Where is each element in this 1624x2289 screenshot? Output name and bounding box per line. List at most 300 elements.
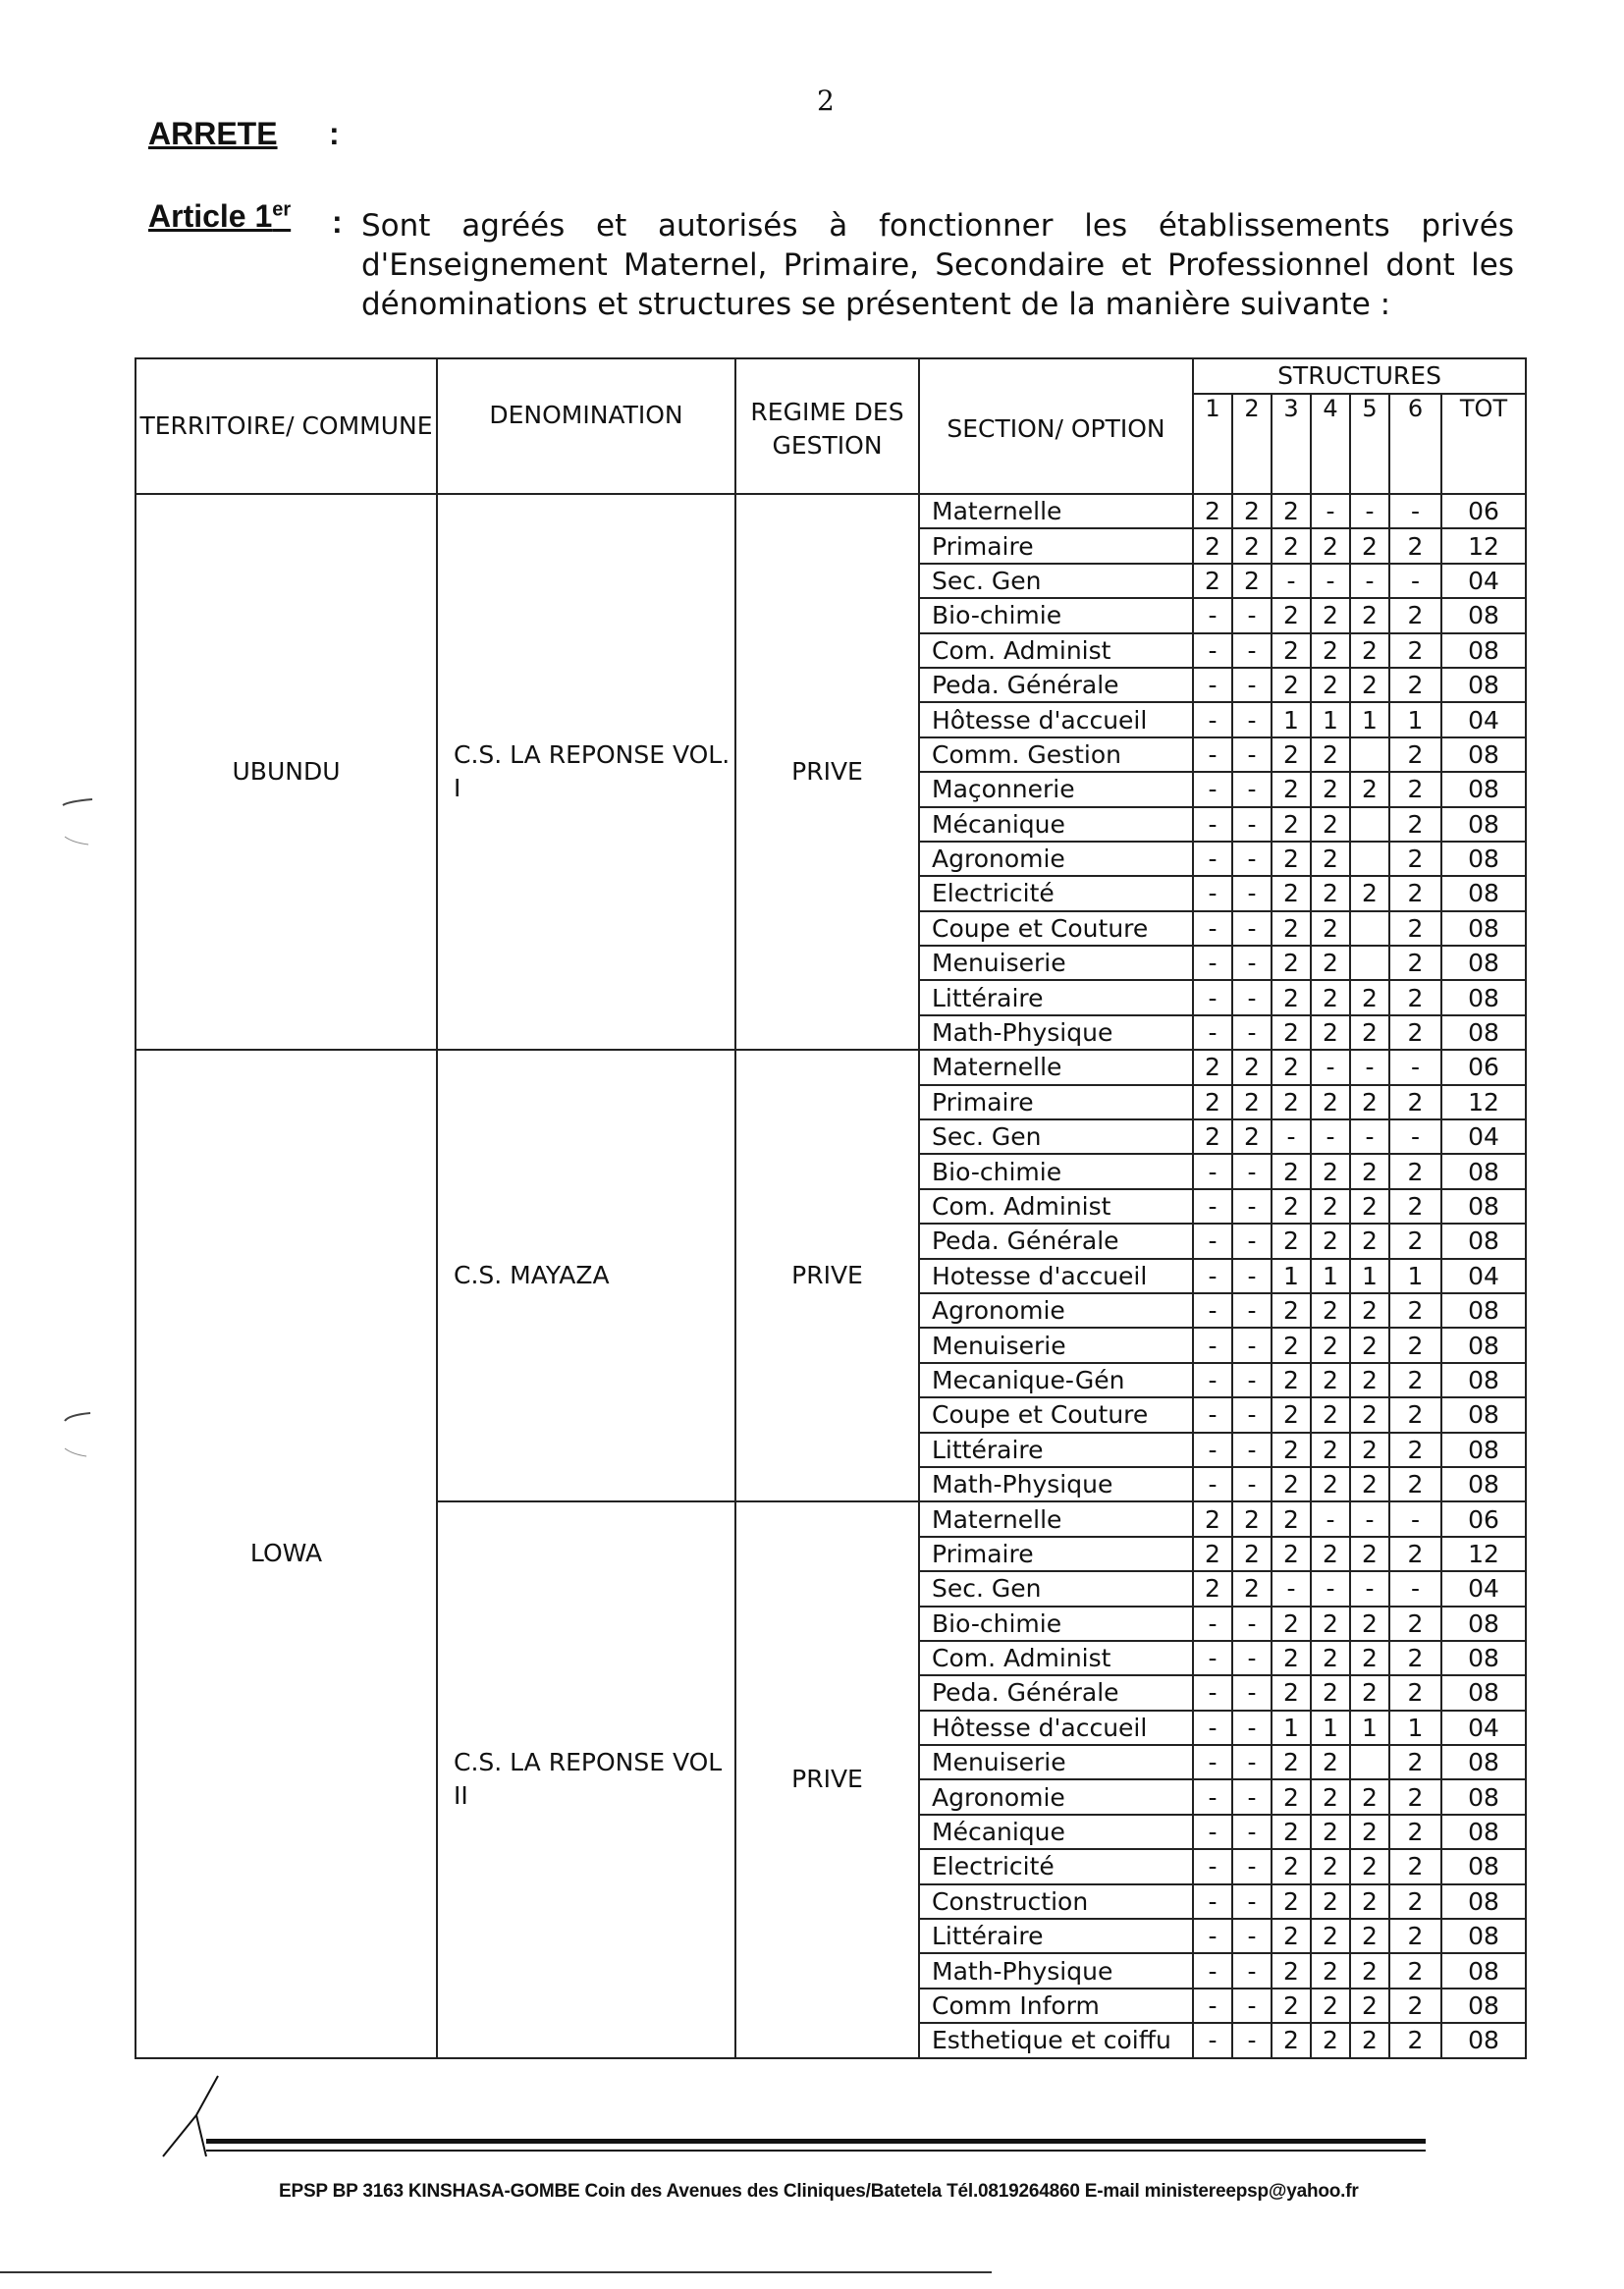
structure-3-cell: 2	[1272, 1641, 1311, 1675]
option-cell: Peda. Générale	[919, 1224, 1193, 1258]
option-cell: Mécanique	[919, 1815, 1193, 1849]
structure-6-cell: 2	[1389, 2023, 1441, 2057]
structure-3-cell: 2	[1272, 633, 1311, 668]
territoire-cell: UBUNDU	[135, 494, 437, 1050]
structure-2-cell: -	[1232, 1745, 1272, 1779]
structure-2-cell: 2	[1232, 1050, 1272, 1084]
structure-2-cell: -	[1232, 980, 1272, 1014]
structure-4-cell: 2	[1311, 1884, 1350, 1919]
option-cell: Comm Inform	[919, 1989, 1193, 2023]
structure-4-cell: 2	[1311, 1989, 1350, 2023]
structure-2-cell: -	[1232, 1641, 1272, 1675]
structure-5-cell: 2	[1350, 1641, 1389, 1675]
structure-4-cell: -	[1311, 1050, 1350, 1084]
option-cell: Bio-chimie	[919, 1607, 1193, 1641]
structure-1-cell: -	[1193, 1363, 1232, 1397]
structure-1-cell: -	[1193, 1259, 1232, 1293]
structure-3-cell: 2	[1272, 1607, 1311, 1641]
denomination-cell: C.S. LA REPONSE VOL II	[437, 1501, 735, 2057]
structure-2-cell: -	[1232, 1989, 1272, 2023]
structure-5-cell: 2	[1350, 1397, 1389, 1432]
structure-3-cell: 2	[1272, 946, 1311, 980]
structure-6-cell: -	[1389, 1571, 1441, 1606]
structure-2-cell: -	[1232, 1467, 1272, 1501]
option-cell: Primaire	[919, 1537, 1193, 1571]
structure-3-cell: 2	[1272, 1989, 1311, 2023]
structure-1-cell: -	[1193, 1779, 1232, 1814]
tot-cell: 08	[1441, 1884, 1526, 1919]
structure-2-cell: -	[1232, 598, 1272, 632]
structure-2-cell: -	[1232, 1363, 1272, 1397]
structure-2-cell: 2	[1232, 1119, 1272, 1154]
structure-3-cell: -	[1272, 564, 1311, 598]
option-cell: Peda. Générale	[919, 1675, 1193, 1710]
structure-5-cell	[1350, 807, 1389, 842]
structure-4-cell: 1	[1311, 702, 1350, 736]
structure-1-cell: 2	[1193, 1501, 1232, 1536]
structure-5-cell	[1350, 737, 1389, 772]
header-regime: REGIME DES GESTION	[735, 358, 919, 494]
structure-5-cell: 2	[1350, 980, 1389, 1014]
structure-2-cell: 2	[1232, 494, 1272, 528]
option-cell: Menuiserie	[919, 946, 1193, 980]
structure-3-cell: 2	[1272, 911, 1311, 946]
structure-4-cell: -	[1311, 564, 1350, 598]
article-colon: :	[332, 204, 343, 240]
structure-3-cell: 2	[1272, 1050, 1311, 1084]
punch-hole-mark-top	[57, 786, 96, 854]
structure-4-cell: 2	[1311, 1189, 1350, 1224]
header-structure-5: 5	[1350, 394, 1389, 494]
structure-6-cell: 2	[1389, 1641, 1441, 1675]
structure-4-cell: 2	[1311, 1779, 1350, 1814]
structure-1-cell: -	[1193, 1884, 1232, 1919]
structure-4-cell: 2	[1311, 1919, 1350, 1953]
structure-3-cell: 2	[1272, 1501, 1311, 1536]
option-cell: Menuiserie	[919, 1328, 1193, 1362]
structure-1-cell: -	[1193, 842, 1232, 876]
structure-3-cell: -	[1272, 1119, 1311, 1154]
structure-4-cell: 2	[1311, 807, 1350, 842]
structure-3-cell: 2	[1272, 842, 1311, 876]
structure-1-cell: -	[1193, 1189, 1232, 1224]
structure-1-cell: 2	[1193, 528, 1232, 563]
structure-1-cell: -	[1193, 980, 1232, 1014]
tot-cell: 08	[1441, 1293, 1526, 1328]
option-cell: Math-Physique	[919, 1015, 1193, 1050]
structure-3-cell: 2	[1272, 772, 1311, 806]
structure-1-cell: -	[1193, 1641, 1232, 1675]
option-cell: Coupe et Couture	[919, 911, 1193, 946]
header-structure-3: 3	[1272, 394, 1311, 494]
option-cell: Mecanique-Gén	[919, 1363, 1193, 1397]
structure-3-cell: 2	[1272, 1224, 1311, 1258]
option-cell: Agronomie	[919, 1293, 1193, 1328]
structure-2-cell: -	[1232, 876, 1272, 910]
table-row	[135, 494, 1526, 528]
structure-5-cell: 2	[1350, 2023, 1389, 2057]
arrete-colon: :	[329, 116, 340, 151]
structure-2-cell: 2	[1232, 1501, 1272, 1536]
structure-5-cell: 2	[1350, 1815, 1389, 1849]
structure-6-cell: 2	[1389, 1675, 1441, 1710]
structure-4-cell: 2	[1311, 980, 1350, 1014]
structure-3-cell: 2	[1272, 1919, 1311, 1953]
structure-4-cell: 2	[1311, 1537, 1350, 1571]
structure-4-cell: 2	[1311, 1433, 1350, 1467]
structure-6-cell: 2	[1389, 1154, 1441, 1188]
structure-4-cell: 2	[1311, 598, 1350, 632]
option-cell: Agronomie	[919, 842, 1193, 876]
structure-5-cell: 2	[1350, 1433, 1389, 1467]
tot-cell: 08	[1441, 1467, 1526, 1501]
option-cell: Com. Administ	[919, 633, 1193, 668]
structure-1-cell: -	[1193, 668, 1232, 702]
structure-6-cell: 2	[1389, 1328, 1441, 1362]
structure-6-cell: -	[1389, 1050, 1441, 1084]
table-body	[135, 494, 1526, 2058]
tot-cell: 08	[1441, 1989, 1526, 2023]
header-structure-1: 1	[1193, 394, 1232, 494]
structure-2-cell: 2	[1232, 1085, 1272, 1119]
structure-6-cell: 2	[1389, 633, 1441, 668]
structure-6-cell: 2	[1389, 528, 1441, 563]
option-cell: Littéraire	[919, 1919, 1193, 1953]
structure-4-cell: 2	[1311, 1154, 1350, 1188]
structure-2-cell: -	[1232, 1224, 1272, 1258]
structure-2-cell: -	[1232, 1293, 1272, 1328]
structure-5-cell	[1350, 842, 1389, 876]
structure-6-cell: 1	[1389, 1259, 1441, 1293]
structure-1-cell: -	[1193, 702, 1232, 736]
structure-6-cell: 2	[1389, 1015, 1441, 1050]
option-cell: Hôtesse d'accueil	[919, 1711, 1193, 1745]
structure-6-cell: 2	[1389, 946, 1441, 980]
structure-5-cell: -	[1350, 494, 1389, 528]
structure-6-cell: 2	[1389, 772, 1441, 806]
structure-3-cell: 2	[1272, 876, 1311, 910]
option-cell: Bio-chimie	[919, 1154, 1193, 1188]
structure-1-cell: -	[1193, 1433, 1232, 1467]
structure-3-cell: 2	[1272, 1815, 1311, 1849]
structure-4-cell: 2	[1311, 1293, 1350, 1328]
option-cell: Sec. Gen	[919, 1571, 1193, 1606]
header-structure-6: 6	[1389, 394, 1441, 494]
structure-1-cell: -	[1193, 772, 1232, 806]
option-cell: Hotesse d'accueil	[919, 1259, 1193, 1293]
tot-cell: 04	[1441, 702, 1526, 736]
structure-3-cell: 2	[1272, 807, 1311, 842]
tot-cell: 08	[1441, 1154, 1526, 1188]
structure-2-cell: -	[1232, 633, 1272, 668]
option-cell: Construction	[919, 1884, 1193, 1919]
structure-3-cell: 2	[1272, 2023, 1311, 2057]
structure-1-cell: -	[1193, 1015, 1232, 1050]
structure-4-cell: 2	[1311, 1675, 1350, 1710]
structure-2-cell: -	[1232, 1711, 1272, 1745]
header-structure-4: 4	[1311, 394, 1350, 494]
structure-1-cell: -	[1193, 807, 1232, 842]
structure-6-cell: 2	[1389, 1919, 1441, 1953]
structure-4-cell: 2	[1311, 1397, 1350, 1432]
structure-1-cell: -	[1193, 1745, 1232, 1779]
header-tot: TOT	[1441, 394, 1526, 494]
structure-5-cell: 2	[1350, 633, 1389, 668]
option-cell: Maternelle	[919, 1050, 1193, 1084]
structure-6-cell: 2	[1389, 980, 1441, 1014]
page-edge-rule	[0, 2271, 992, 2273]
structure-6-cell: 2	[1389, 737, 1441, 772]
structure-6-cell: 2	[1389, 1085, 1441, 1119]
header-structure-2: 2	[1232, 394, 1272, 494]
header-denomination: DENOMINATION	[437, 358, 735, 494]
option-cell: Maternelle	[919, 1501, 1193, 1536]
option-cell: Sec. Gen	[919, 564, 1193, 598]
structure-1-cell: -	[1193, 633, 1232, 668]
option-cell: Primaire	[919, 1085, 1193, 1119]
structure-5-cell: 2	[1350, 1953, 1389, 1988]
structure-2-cell: 2	[1232, 1571, 1272, 1606]
structure-5-cell: 1	[1350, 1711, 1389, 1745]
structure-2-cell: -	[1232, 1189, 1272, 1224]
option-cell: Hôtesse d'accueil	[919, 702, 1193, 736]
structure-6-cell: 2	[1389, 1467, 1441, 1501]
option-cell: Electricité	[919, 1849, 1193, 1883]
option-cell: Maternelle	[919, 494, 1193, 528]
structure-4-cell: 2	[1311, 1085, 1350, 1119]
structure-2-cell: -	[1232, 1675, 1272, 1710]
structure-1-cell: 2	[1193, 1085, 1232, 1119]
option-cell: Agronomie	[919, 1779, 1193, 1814]
tot-cell: 08	[1441, 1607, 1526, 1641]
structure-2-cell: -	[1232, 842, 1272, 876]
option-cell: Menuiserie	[919, 1745, 1193, 1779]
structure-5-cell: -	[1350, 564, 1389, 598]
structure-1-cell: -	[1193, 737, 1232, 772]
structure-6-cell: 2	[1389, 1745, 1441, 1779]
option-cell: Primaire	[919, 528, 1193, 563]
structure-6-cell: 2	[1389, 1189, 1441, 1224]
structure-1-cell: -	[1193, 1467, 1232, 1501]
structure-5-cell: 2	[1350, 1467, 1389, 1501]
structures-table	[135, 357, 1527, 2059]
structure-4-cell: 2	[1311, 737, 1350, 772]
footer-rule-thin	[206, 2150, 1426, 2152]
structure-3-cell: 2	[1272, 1363, 1311, 1397]
structure-5-cell: 2	[1350, 1293, 1389, 1328]
structure-5-cell: 2	[1350, 1154, 1389, 1188]
tot-cell: 08	[1441, 2023, 1526, 2057]
structure-2-cell: -	[1232, 1154, 1272, 1188]
structure-2-cell: 2	[1232, 564, 1272, 598]
structure-6-cell: 2	[1389, 1989, 1441, 2023]
tot-cell: 08	[1441, 1015, 1526, 1050]
structure-5-cell: 2	[1350, 1328, 1389, 1362]
structure-5-cell: 2	[1350, 528, 1389, 563]
structure-2-cell: -	[1232, 1779, 1272, 1814]
structure-2-cell: -	[1232, 1815, 1272, 1849]
structure-3-cell: 2	[1272, 1537, 1311, 1571]
structure-5-cell: -	[1350, 1501, 1389, 1536]
regime-cell: PRIVE	[735, 1501, 919, 2057]
structure-5-cell: -	[1350, 1050, 1389, 1084]
structure-6-cell: 2	[1389, 1815, 1441, 1849]
tot-cell: 08	[1441, 1849, 1526, 1883]
structure-6-cell: 1	[1389, 702, 1441, 736]
option-cell: Math-Physique	[919, 1953, 1193, 1988]
tot-cell: 08	[1441, 1675, 1526, 1710]
tot-cell: 12	[1441, 1085, 1526, 1119]
structure-3-cell: 1	[1272, 702, 1311, 736]
territoire-cell: LOWA	[135, 1050, 437, 2057]
structure-1-cell: 2	[1193, 564, 1232, 598]
tot-cell: 08	[1441, 1641, 1526, 1675]
structure-5-cell: 2	[1350, 1849, 1389, 1883]
structure-1-cell: 2	[1193, 1050, 1232, 1084]
tot-cell: 04	[1441, 1259, 1526, 1293]
tot-cell: 08	[1441, 946, 1526, 980]
structure-1-cell: -	[1193, 1815, 1232, 1849]
tot-cell: 08	[1441, 1433, 1526, 1467]
structure-2-cell: -	[1232, 702, 1272, 736]
structure-1-cell: -	[1193, 946, 1232, 980]
structure-1-cell: -	[1193, 1293, 1232, 1328]
tot-cell: 08	[1441, 1779, 1526, 1814]
structure-6-cell: 2	[1389, 1779, 1441, 1814]
structure-1-cell: -	[1193, 1397, 1232, 1432]
option-cell: Coupe et Couture	[919, 1397, 1193, 1432]
tot-cell: 08	[1441, 1328, 1526, 1362]
structure-4-cell: 2	[1311, 772, 1350, 806]
option-cell: Mécanique	[919, 807, 1193, 842]
structure-6-cell: 2	[1389, 1224, 1441, 1258]
structure-5-cell: 2	[1350, 772, 1389, 806]
structure-1-cell: -	[1193, 1849, 1232, 1883]
structure-6-cell: 2	[1389, 807, 1441, 842]
option-cell: Peda. Générale	[919, 668, 1193, 702]
structure-1-cell: -	[1193, 1328, 1232, 1362]
structure-5-cell: 2	[1350, 1675, 1389, 1710]
structure-4-cell: 2	[1311, 1953, 1350, 1988]
structure-4-cell: 2	[1311, 1015, 1350, 1050]
structure-3-cell: 2	[1272, 1154, 1311, 1188]
structure-4-cell: 2	[1311, 1815, 1350, 1849]
tot-cell: 06	[1441, 1501, 1526, 1536]
structure-5-cell: 2	[1350, 1015, 1389, 1050]
regime-cell: PRIVE	[735, 1050, 919, 1501]
structure-5-cell	[1350, 946, 1389, 980]
structure-4-cell: 2	[1311, 2023, 1350, 2057]
structure-4-cell: 2	[1311, 842, 1350, 876]
structure-6-cell: 2	[1389, 876, 1441, 910]
structure-1-cell: -	[1193, 1711, 1232, 1745]
structure-3-cell: 2	[1272, 1953, 1311, 1988]
footer-rule	[206, 2139, 1426, 2144]
tot-cell: 08	[1441, 807, 1526, 842]
structure-5-cell	[1350, 1745, 1389, 1779]
page-number: 2	[817, 84, 835, 117]
structure-2-cell: 2	[1232, 1537, 1272, 1571]
structure-3-cell: 2	[1272, 1675, 1311, 1710]
tot-cell: 08	[1441, 1919, 1526, 1953]
structure-3-cell: 2	[1272, 1015, 1311, 1050]
structure-4-cell: 1	[1311, 1711, 1350, 1745]
structure-2-cell: -	[1232, 1884, 1272, 1919]
option-cell: Sec. Gen	[919, 1119, 1193, 1154]
table-header-row	[135, 358, 1526, 394]
structure-3-cell: 1	[1272, 1259, 1311, 1293]
tot-cell: 04	[1441, 1119, 1526, 1154]
structure-5-cell: 2	[1350, 1989, 1389, 2023]
option-cell: Bio-chimie	[919, 598, 1193, 632]
option-cell: Littéraire	[919, 1433, 1193, 1467]
option-cell: Littéraire	[919, 980, 1193, 1014]
structure-4-cell: 1	[1311, 1259, 1350, 1293]
structure-5-cell: 2	[1350, 1189, 1389, 1224]
tot-cell: 08	[1441, 876, 1526, 910]
structure-4-cell: 2	[1311, 946, 1350, 980]
tot-cell: 06	[1441, 1050, 1526, 1084]
structure-1-cell: -	[1193, 1607, 1232, 1641]
tot-cell: 08	[1441, 1745, 1526, 1779]
tot-cell: 08	[1441, 598, 1526, 632]
structure-6-cell: 2	[1389, 1884, 1441, 1919]
structure-3-cell: 2	[1272, 1293, 1311, 1328]
structure-2-cell: -	[1232, 668, 1272, 702]
structure-4-cell: -	[1311, 494, 1350, 528]
structure-3-cell: 2	[1272, 668, 1311, 702]
tot-cell: 08	[1441, 980, 1526, 1014]
structure-6-cell: 2	[1389, 668, 1441, 702]
structure-4-cell: 2	[1311, 1328, 1350, 1362]
structure-2-cell: -	[1232, 946, 1272, 980]
denomination-cell: C.S. LA REPONSE VOL. I	[437, 494, 735, 1050]
structure-3-cell: -	[1272, 1571, 1311, 1606]
regime-cell: PRIVE	[735, 494, 919, 1050]
structure-6-cell: 2	[1389, 598, 1441, 632]
structure-1-cell: 2	[1193, 1119, 1232, 1154]
structure-1-cell: -	[1193, 1919, 1232, 1953]
tot-cell: 04	[1441, 1571, 1526, 1606]
structure-5-cell: 2	[1350, 876, 1389, 910]
structure-3-cell: 2	[1272, 1397, 1311, 1432]
structure-4-cell: 2	[1311, 1745, 1350, 1779]
structure-2-cell: -	[1232, 1328, 1272, 1362]
article-number: Article 1	[148, 198, 273, 234]
structure-5-cell: 2	[1350, 1919, 1389, 1953]
structure-4-cell: -	[1311, 1119, 1350, 1154]
structure-4-cell: -	[1311, 1571, 1350, 1606]
structure-1-cell: -	[1193, 1953, 1232, 1988]
punch-hole-mark-bottom	[57, 1399, 96, 1468]
structure-6-cell: -	[1389, 1119, 1441, 1154]
structure-4-cell: 2	[1311, 1467, 1350, 1501]
structure-4-cell: 2	[1311, 1607, 1350, 1641]
structure-4-cell: 2	[1311, 528, 1350, 563]
structure-3-cell: 2	[1272, 598, 1311, 632]
structure-6-cell: -	[1389, 494, 1441, 528]
article-text: Sont agréés et autorisés à fonctionner les établissements privés d'Enseignement Maternel, Primaire, Secondaire et Professionnel dont les dénominations et structures se présentent de la manière suivante :	[361, 208, 1514, 322]
structure-5-cell: 2	[1350, 598, 1389, 632]
tot-cell: 08	[1441, 1397, 1526, 1432]
structure-2-cell: -	[1232, 1953, 1272, 1988]
structure-2-cell: -	[1232, 1849, 1272, 1883]
structure-1-cell: -	[1193, 2023, 1232, 2057]
footer-address: EPSP BP 3163 KINSHASA-GOMBE Coin des Avenues des Cliniques/Batetela Tél.0819264860 E-mail ministereepsp@yahoo.fr	[279, 2181, 1359, 2202]
structure-5-cell: 2	[1350, 1085, 1389, 1119]
structure-2-cell: -	[1232, 1607, 1272, 1641]
tot-cell: 06	[1441, 494, 1526, 528]
